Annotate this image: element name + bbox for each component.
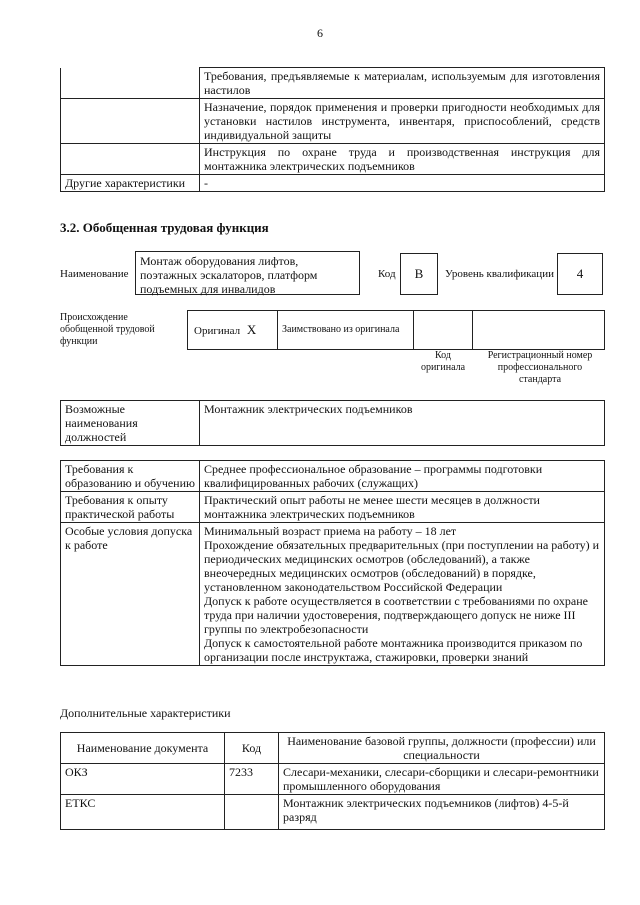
header-cell: Наименование базовой группы, должности (профессии) или специальности [279, 733, 605, 764]
top-table [60, 67, 605, 192]
req-text: Допуск к самостоятельной работе монтажника производится приказом по организации после инструктажа, стажировки, проверки знаний [204, 636, 583, 664]
table-row [61, 492, 605, 523]
positions-label: Возможные наименования должностей [61, 401, 200, 446]
req-text: Прохождение обязательных предварительных (при поступлении на работу) и периодических медицинских осмотров (обследований), а также внеочередных медицинских осмотров (обследований) в порядке, установленном законодательством Российской Федерации [204, 538, 600, 594]
additional-title: Дополнительные характеристики [60, 706, 231, 720]
positions-value: Монтажник электрических подъемников [200, 401, 605, 446]
req-value [200, 461, 605, 492]
requirements-table [60, 460, 605, 666]
req-text: Минимальный возраст приема на работу – 18 лет [204, 524, 457, 538]
req-text: Допуск к работе осуществляется в соответствии с требованиями по охране труда при наличии удостоверения, подтверждающего допуск не ниже III группы по электробезопасности [204, 594, 588, 636]
reg-number-caption: Регистрационный номер профессионального стандарта [487, 350, 593, 385]
table-row [61, 144, 605, 175]
level-value: 4 [557, 253, 603, 295]
table-cell: 7233 [225, 764, 279, 795]
table-cell: - [200, 175, 605, 192]
table-row [61, 68, 605, 99]
original-mark: X [246, 322, 257, 337]
header-cell: Наименование документа [61, 733, 225, 764]
original-cell [188, 311, 278, 349]
table-cell: Слесари-механики, слесари-сборщики и слесари-ремонтники промышленного оборудования [279, 764, 605, 795]
table-row [61, 523, 605, 666]
req-value [200, 523, 605, 666]
table-cell: Назначение, порядок применения и проверки пригодности необходимых для установки настилов инструмента, инвентаря, приспособлений, средств индивидуальной защиты [200, 99, 605, 144]
table-cell: ОКЗ [61, 764, 225, 795]
req-label: Особые условия допуска к работе [61, 523, 200, 666]
table-cell [61, 144, 200, 175]
table-cell: Монтажник электрических подъемников (лифтов) 4-5-й разряд [279, 795, 605, 830]
req-text: Практический опыт работы не менее шести месяцев в должности монтажника электрических подъемников [204, 493, 540, 521]
section-title: 3.2. Обобщенная трудовая функция [60, 220, 269, 235]
table-row [61, 795, 605, 830]
table-row [61, 461, 605, 492]
code-original-caption: Код оригинала [420, 350, 466, 373]
original-label: Оригинал [194, 325, 241, 337]
table-header-row [61, 733, 605, 764]
name-label: Наименование [60, 268, 129, 280]
code-value: B [400, 253, 438, 295]
additional-table [60, 732, 605, 830]
page-number: 6 [317, 26, 323, 40]
table-cell: ЕТКС [61, 795, 225, 830]
req-label: Требования к образованию и обучению [61, 461, 200, 492]
table-cell: Инструкция по охране труда и производственная инструкция для монтажника электрических подъемников [200, 144, 605, 175]
table-cell: Требования, предъявляемые к материалам, используемым для изготовления настилов [200, 68, 605, 99]
req-text: Среднее профессиональное образование – программы подготовки квалифицированных рабочих (служащих) [204, 462, 543, 490]
borrowed-label: Заимствовано из оригинала [278, 311, 414, 349]
table-row [61, 175, 605, 192]
table-cell: Другие характеристики [61, 175, 200, 192]
origin-label: Происхождение обобщенной трудовой функции [60, 312, 155, 347]
req-label: Требования к опыту практической работы [61, 492, 200, 523]
req-value [200, 492, 605, 523]
table-cell [61, 68, 200, 99]
name-value: Монтаж оборудования лифтов, поэтажных эскалаторов, платформ подъемных для инвалидов [135, 251, 360, 295]
table-row [61, 764, 605, 795]
table-row [61, 401, 605, 446]
code-label: Код [378, 268, 396, 280]
level-label: Уровень квалификации [445, 268, 554, 280]
code-original-cell [414, 311, 473, 349]
origin-box [187, 310, 605, 350]
header-cell: Код [225, 733, 279, 764]
table-cell [61, 99, 200, 144]
positions-table [60, 400, 605, 446]
table-cell [225, 795, 279, 830]
table-row [61, 99, 605, 144]
